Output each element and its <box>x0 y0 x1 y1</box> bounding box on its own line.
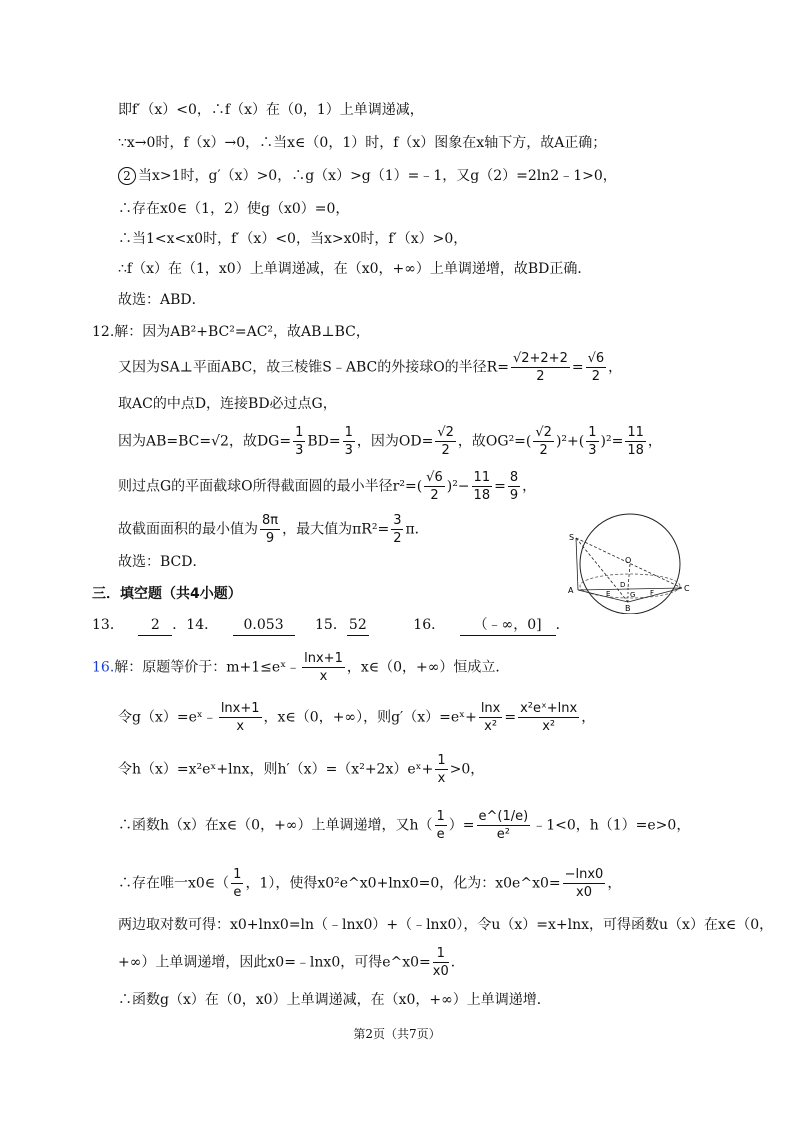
page-footer: 第2页（共7页） <box>353 1027 441 1041</box>
text-line: 取AC的中点D，连接BD必过点G， <box>118 396 337 412</box>
text-line: 故选：BCD． <box>118 554 207 570</box>
text-line: ∴存在x0∈（1，2）使g（x0）=0， <box>118 201 350 217</box>
answer-14: 0.053 <box>233 615 295 636</box>
label-s: S <box>569 533 575 542</box>
label-b: B <box>625 604 631 613</box>
answer-15: 52 <box>347 615 369 636</box>
circled-number: 2 <box>118 167 136 185</box>
text-line: 因为AB=BC=√2，故DG= $\frac{1}{3}$ BD= $\frac{1}{3}$ ，因为OD= $\frac{√2}{2}$ ，故OG²=( $\frac{√2}{2}$ )²+( $\frac{1}{3}$ )²= $\frac{11}{18}$ ， <box>118 425 662 458</box>
label-o: O <box>625 556 632 565</box>
answer-line: 13． 2 ．14． 0.053 15． 52 16． （﹣∞，0] ． <box>92 615 570 636</box>
problem-16-start: 16.解：原题等价于：m+1≤eˣ﹣ $\frac{\ln x+1}{x}$ ，x∈（0，+∞）恒成立． <box>92 651 510 684</box>
text-line: 令g（x）=eˣ﹣ $\frac{\ln x+1}{x}$ ，x∈（0，+∞），则g′（x）=eˣ+ $\frac{\ln x}{\text{x²}}$ = $\frac{\text{x²eˣ+lnx}}{\text{x²}}$ ， <box>118 701 596 734</box>
label-d: D <box>620 581 626 589</box>
question-link-16: 16. <box>92 659 115 676</box>
label-e: E <box>606 590 611 598</box>
text-line: 即f′（x）<0，∴f（x）在（0，1）上单调递减， <box>118 102 424 118</box>
text-line: ∵x→0时，f（x）→0，∴当x∈（0，1）时，f（x）图象在x轴下方，故A正确； <box>118 135 607 151</box>
text-line: 又因为SA⊥平面ABC，故三棱锥S﹣ABC的外接球O的半径R= $\frac{√2+2+2}{2}$ = $\frac{√6}{2}$ ， <box>118 351 623 384</box>
label-c: C <box>684 584 690 593</box>
label-g: G <box>630 591 636 599</box>
text-line: 两边取对数可得：x0+lnx0=ln（﹣lnx0）+（﹣lnx0），令u（x）=x+lnx，可得函数u（x）在x∈（0， <box>118 917 774 933</box>
text-line: ∴函数g（x）在（0，x0）上单调递减，在（x0，+∞）上单调递增． <box>118 992 551 1008</box>
text-line: ∴存在唯一x0∈（ $\frac{1}{e}$ ，1），使得x0²e^x0+lnx0=0，化为：x0e^x0= $\frac{-\ln x0}{x0}$ ， <box>118 867 622 900</box>
label-f: F <box>650 589 655 597</box>
text-line: ∴f（x）在（1，x0）上单调递减，在（x0，+∞）上单调递增，故BD正确． <box>118 261 592 277</box>
sphere-figure <box>566 510 694 614</box>
answer-13: 2 <box>138 615 172 636</box>
text-line: +∞）上单调递增，因此x0=﹣lnx0，可得e^x0= $\frac{1}{x0}$ ． <box>118 946 465 979</box>
text-line: ∴当1<x<x0时，f′（x）<0，当x>x0时，f′（x）>0， <box>118 231 468 247</box>
label-a: A <box>568 586 574 595</box>
text-line: 2 当x>1时，g′（x）>0，∴g（x）>g（1）=﹣1，又g（2）=2ln2﹣1>0， <box>118 166 617 186</box>
text-line: ∴函数h（x）在x∈（0，+∞）上单调递增，又h（ $\frac{1}{e}$ ）= $\frac{e\^{}(1/e)}{\text{e²}}$ ﹣1<0，h（1）=e>0， <box>118 809 691 842</box>
text-line: 则过点G的平面截球O所得截面圆的最小半径r²=( $\frac{√6}{2}$ )²− $\frac{11}{18}$ = $\frac{8}{9}$ ， <box>118 470 537 503</box>
section-heading: 三．填空题（共4小题） <box>92 586 242 602</box>
text-line: 令h（x）=x²eˣ+lnx，则h′（x）=（x²+2x）eˣ+ $\frac{1}{x}$ >0， <box>118 753 485 786</box>
text-line: 故选：ABD． <box>118 292 206 308</box>
text-line: 故截面面积的最小值为 $\frac{8\pi}{9}$ ，最大值为πR²= $\frac{3}{2}$ π． <box>118 513 429 546</box>
problem-12-start: 12.解：因为AB²+BC²=AC²，故AB⊥BC， <box>92 324 370 340</box>
answer-16: （﹣∞，0] <box>460 615 556 636</box>
